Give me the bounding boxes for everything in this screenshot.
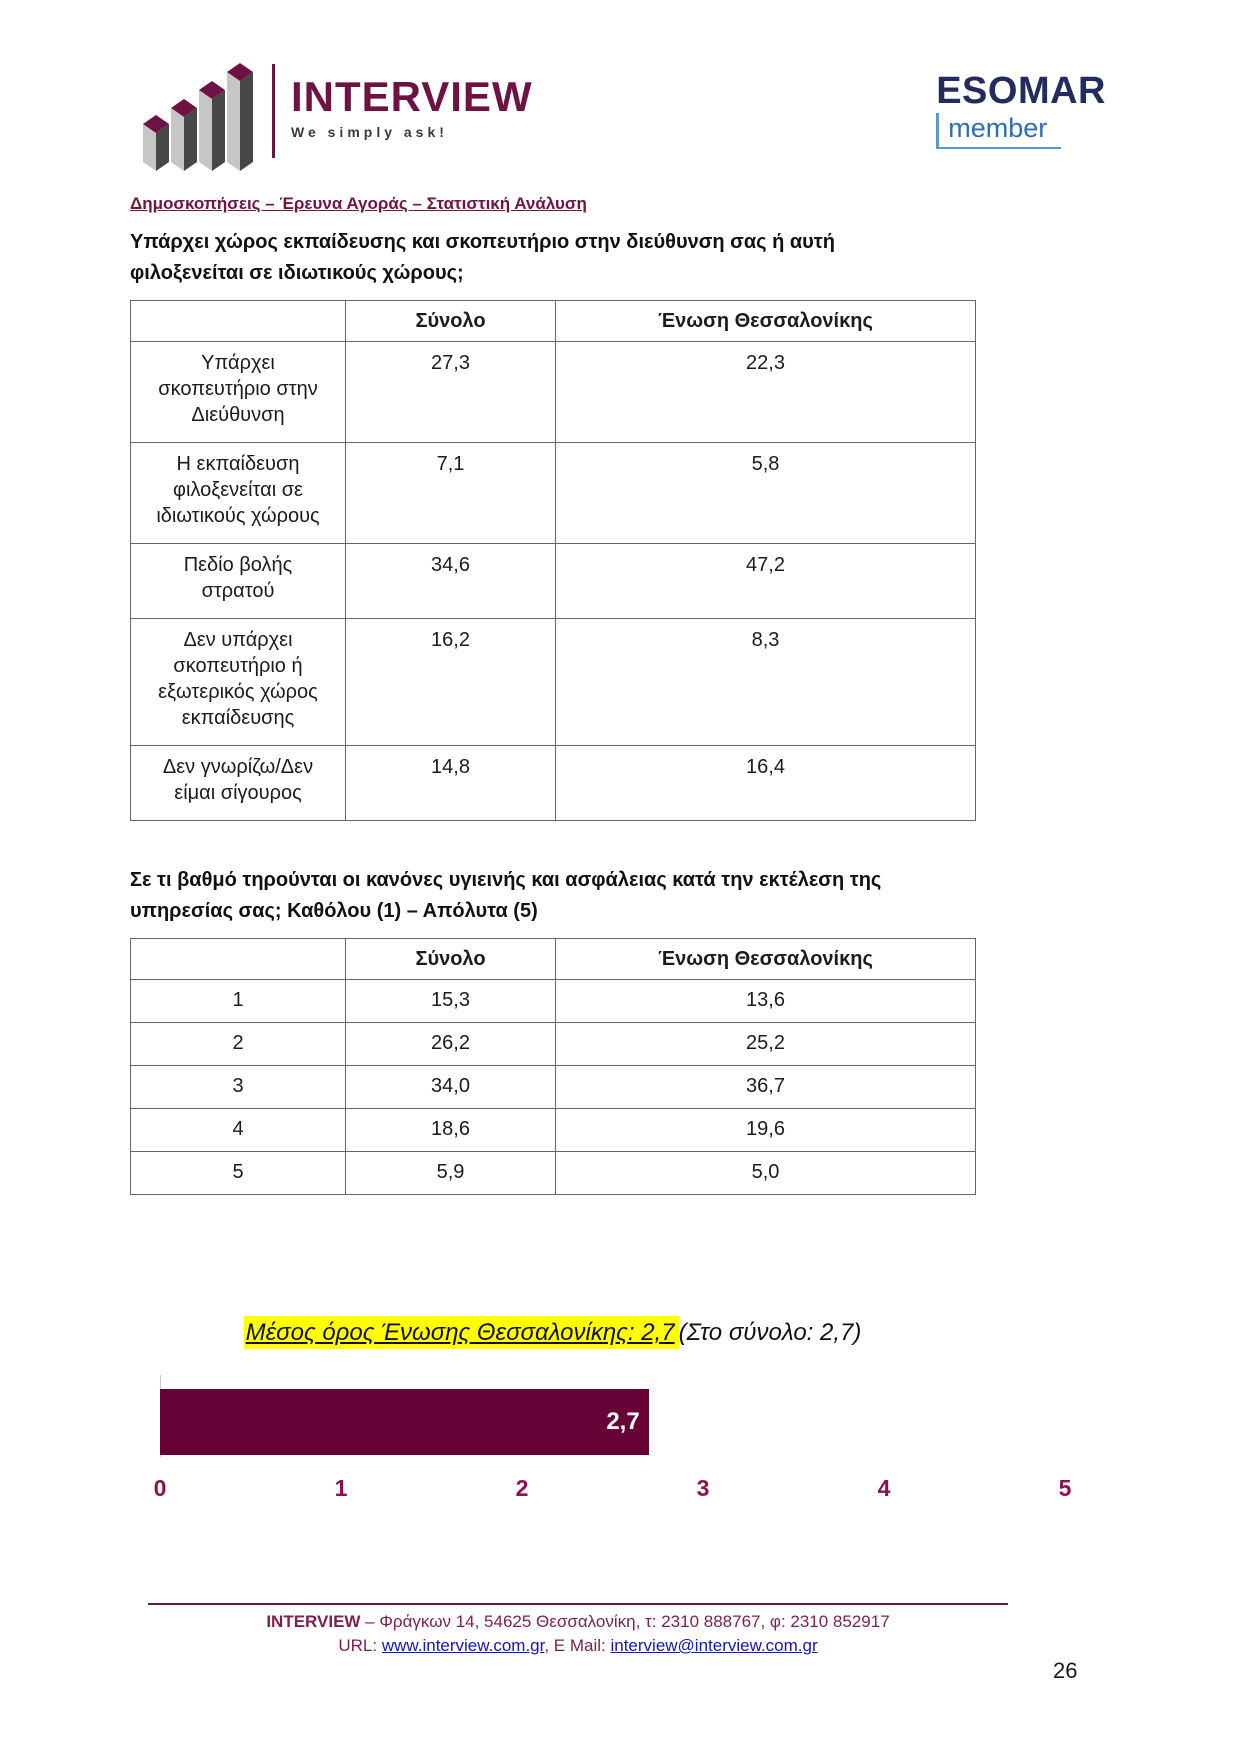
- logo-text: [291, 62, 533, 140]
- table-header-row: [131, 939, 976, 980]
- footer-contact-line: [148, 1636, 1008, 1656]
- table-row: [131, 1066, 976, 1109]
- table-row: [131, 1152, 976, 1195]
- esomar-logo: [936, 72, 1106, 149]
- logo-separator: [272, 64, 275, 158]
- mean-highlighted-text: Μέσος όρος Ένωσης Θεσσαλονίκης: 2,7: [244, 1316, 679, 1349]
- row-label: 3: [131, 1066, 346, 1109]
- row-total: 14,8: [346, 746, 556, 821]
- row-total: 34,6: [346, 544, 556, 619]
- email-link[interactable]: interview@interview.com.gr: [610, 1636, 818, 1655]
- table-row: [131, 443, 976, 544]
- row-union: 8,3: [556, 619, 976, 746]
- row-union: 13,6: [556, 980, 976, 1023]
- row-total: 18,6: [346, 1109, 556, 1152]
- row-union: 25,2: [556, 1023, 976, 1066]
- table-row: [131, 342, 976, 443]
- row-union: 47,2: [556, 544, 976, 619]
- row-total: 7,1: [346, 443, 556, 544]
- footer-url-prefix: URL:: [338, 1636, 382, 1655]
- row-union: 19,6: [556, 1109, 976, 1152]
- header-union: Ένωση Θεσσαλονίκης: [556, 939, 976, 980]
- chart-x-axis-ticks: [153, 1475, 1072, 1507]
- row-label: 2: [131, 1023, 346, 1066]
- mean-note: [130, 1319, 975, 1347]
- page-header: [0, 0, 1241, 174]
- interview-logo: [140, 62, 533, 174]
- x-tick: 2: [515, 1475, 529, 1501]
- page-number: 26: [1053, 1658, 1078, 1683]
- footer-address-line: [148, 1612, 1008, 1632]
- esomar-brand-name: ESOMAR: [936, 70, 1106, 112]
- esomar-member-label: member: [936, 113, 1061, 149]
- row-union: 5,0: [556, 1152, 976, 1195]
- row-total: 26,2: [346, 1023, 556, 1066]
- x-tick: 0: [153, 1475, 167, 1501]
- x-tick: 5: [1058, 1475, 1072, 1501]
- table-row: [131, 980, 976, 1023]
- header-total: Σύνολο: [346, 301, 556, 342]
- row-label: 5: [131, 1152, 346, 1195]
- page-footer: [148, 1603, 1008, 1656]
- question2-title: Σε τι βαθμό τηρούνται οι κανόνες υγιεινής και ασφάλειας κατά την εκτέλεση της υπηρεσίας σας; Καθόλου (1) – Απόλυτα (5): [130, 869, 882, 922]
- x-tick: 3: [696, 1475, 710, 1501]
- row-total: 34,0: [346, 1066, 556, 1109]
- row-total: 16,2: [346, 619, 556, 746]
- row-label: Η εκπαίδευση φιλοξενείται σε ιδιωτικούς χώρους: [131, 443, 346, 544]
- table-row: [131, 1109, 976, 1152]
- row-label: 4: [131, 1109, 346, 1152]
- row-total: 5,9: [346, 1152, 556, 1195]
- row-union: 16,4: [556, 746, 976, 821]
- row-total: 27,3: [346, 342, 556, 443]
- bar-value-label: 2,7: [606, 1408, 640, 1435]
- header-empty-cell: [131, 301, 346, 342]
- table-header-row: [131, 301, 976, 342]
- header-union: Ένωση Θεσσαλονίκης: [556, 301, 976, 342]
- row-label: Υπάρχει σκοπευτήριο στην Διεύθυνση: [131, 342, 346, 443]
- bar-chart-logo-icon: [140, 62, 258, 174]
- header-empty-cell: [131, 939, 346, 980]
- row-union: 36,7: [556, 1066, 976, 1109]
- row-label: Δεν υπάρχει σκοπευτήριο ή εξωτερικός χώρος εκπαίδευσης: [131, 619, 346, 746]
- row-total: 15,3: [346, 980, 556, 1023]
- mean-bar-chart: [153, 1389, 1072, 1507]
- mean-rest-text: (Στο σύνολο: 2,7): [678, 1319, 862, 1346]
- mean-bar: [160, 1389, 649, 1455]
- table-row: [131, 619, 976, 746]
- question1-title: Υπάρχει χώρος εκπαίδευσης και σκοπευτήριο στην διεύθυνση σας ή αυτή φιλοξενείται σε ιδιωτικούς χώρους;: [130, 231, 835, 284]
- company-division-line: Δημοσκοπήσεις – Έρευνα Αγοράς – Στατιστική Ανάλυση: [130, 194, 587, 213]
- row-union: 5,8: [556, 443, 976, 544]
- question1-table: [130, 300, 976, 821]
- interview-slogan: We simply ask!: [291, 124, 448, 140]
- footer-address-text: – Φράγκων 14, 54625 Θεσσαλονίκη, τ: 2310 888767, φ: 2310 852917: [360, 1612, 890, 1631]
- question2-table: [130, 938, 976, 1195]
- header-total: Σύνολο: [346, 939, 556, 980]
- x-tick: 4: [877, 1475, 891, 1501]
- website-link[interactable]: www.interview.com.gr: [381, 1636, 545, 1655]
- row-union: 22,3: [556, 342, 976, 443]
- interview-brand-name: INTERVIEW: [291, 73, 533, 120]
- table-row: [131, 1023, 976, 1066]
- row-label: 1: [131, 980, 346, 1023]
- x-tick: 1: [334, 1475, 348, 1501]
- row-label: Πεδίο βολής στρατού: [131, 544, 346, 619]
- row-label: Δεν γνωρίζω/Δεν είμαι σίγουρος: [131, 746, 346, 821]
- page-content: [130, 227, 1072, 1507]
- table-row: [131, 746, 976, 821]
- footer-email-prefix: , E Mail:: [544, 1636, 611, 1655]
- footer-company-name: INTERVIEW: [266, 1612, 361, 1631]
- table-row: [131, 544, 976, 619]
